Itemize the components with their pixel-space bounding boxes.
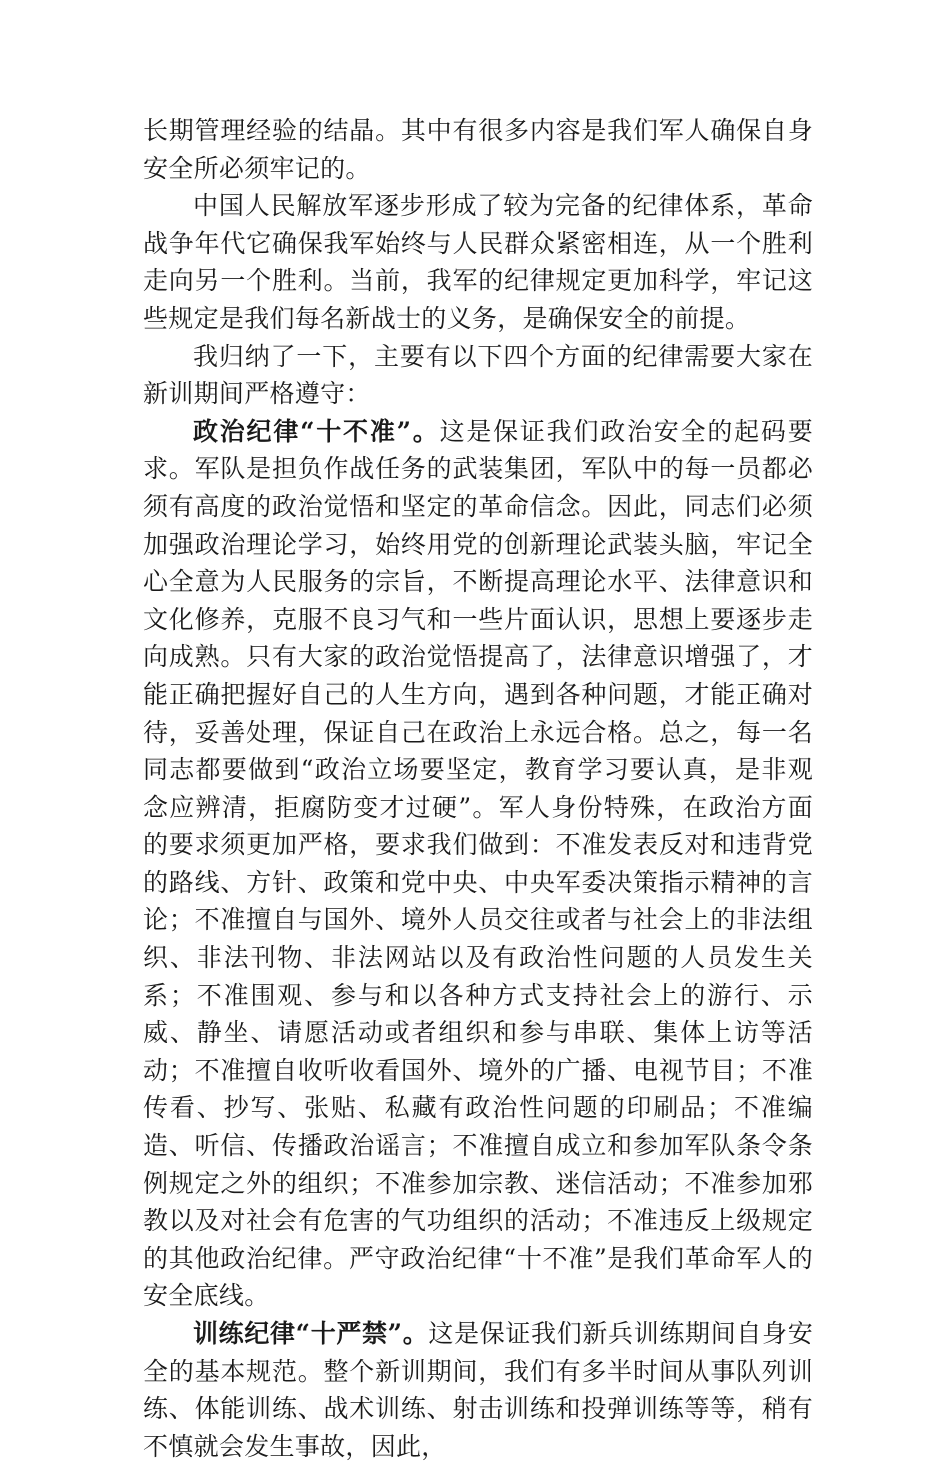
paragraph-2-text: 中国人民解放军逐步形成了较为完备的纪律体系，革命战争年代它确保我军始终与人民群众紧密相连，从一个胜利走向另一个胜利。当前，我军的纪律规定更加科学，牢记这些规定是我们每名新战士的义务，是确保安全的前提。 [143, 191, 813, 333]
paragraph-3 [143, 338, 813, 413]
paragraph-5 [143, 1315, 813, 1465]
paragraph-4 [143, 413, 813, 1315]
paragraph-1 [143, 112, 813, 187]
paragraph-1-text: 长期管理经验的结晶。其中有很多内容是我们军人确保自身安全所必须牢记的。 [143, 116, 813, 183]
paragraph-3-text: 我归纳了一下，主要有以下四个方面的纪律需要大家在新训期间严格遵守： [143, 341, 813, 409]
paragraph-2 [143, 187, 813, 337]
paragraph-4-text: 这是保证我们政治安全的起码要求。军队是担负作战任务的武装集团，军队中的每一员都必须有高度的政治觉悟和坚定的革命信念。因此，同志们必须加强政治理论学习，始终用党的创新理论武装头脑，牢记全心全意为人民服务的宗旨，不断提高理论水平、法律意识和文化修养，克服不良习气和一些片面认识，思想上要逐步走向成熟。只有大家的政治觉悟提高了，法律意识增强了，才能正确把握好自己的人生方向，遇到各种问题，才能正确对待，妥善处理，保证自己在政治上永远合格。总之，每一名同志都要做到“政治立场要坚定，教育学习要认真，是非观念应辨清，拒腐防变才过硬”。军人身份特殊，在政治方面的要求须更加严格，要求我们做到：不准发表反对和违背党的路线、方针、政策和党中央、中央军委决策指示精神的言论；不准擅自与国外、境外人员交往或者与社会上的非法组织、非法刊物、非法网站以及有政治性问题的人员发生关系；不准围观、参与和以各种方式支持社会上的游行、示威、静坐、请愿活动或者组织和参与串联、集体上访等活动；不准擅自收听收看国外、境外的广播、电视节目；不准传看、抄写、张贴、私藏有政治性问题的印刷品；不准编造、听信、传播政治谣言；不准擅自成立和参加军队条令条例规定之外的组织；不准参加宗教、迷信活动；不准参加邪教以及对社会有危害的气功组织的活动；不准违反上级规定的其他政治纪律。严守政治纪律“十不准”是我们革命军人的安全底线。 [143, 416, 813, 1311]
paragraph-5-text: 这是保证我们新兵训练期间自身安全的基本规范。整个新训期间，我们有多半时间从事队列训练、体能训练、战术训练、射击训练和投弹训练等等，稍有不慎就会发生事故，因此， [143, 1319, 813, 1461]
training-discipline-heading: 训练纪律“十严禁”。 [193, 1319, 429, 1348]
document-body [143, 112, 813, 1465]
political-discipline-heading: 政治纪律“十不准”。 [193, 416, 440, 446]
